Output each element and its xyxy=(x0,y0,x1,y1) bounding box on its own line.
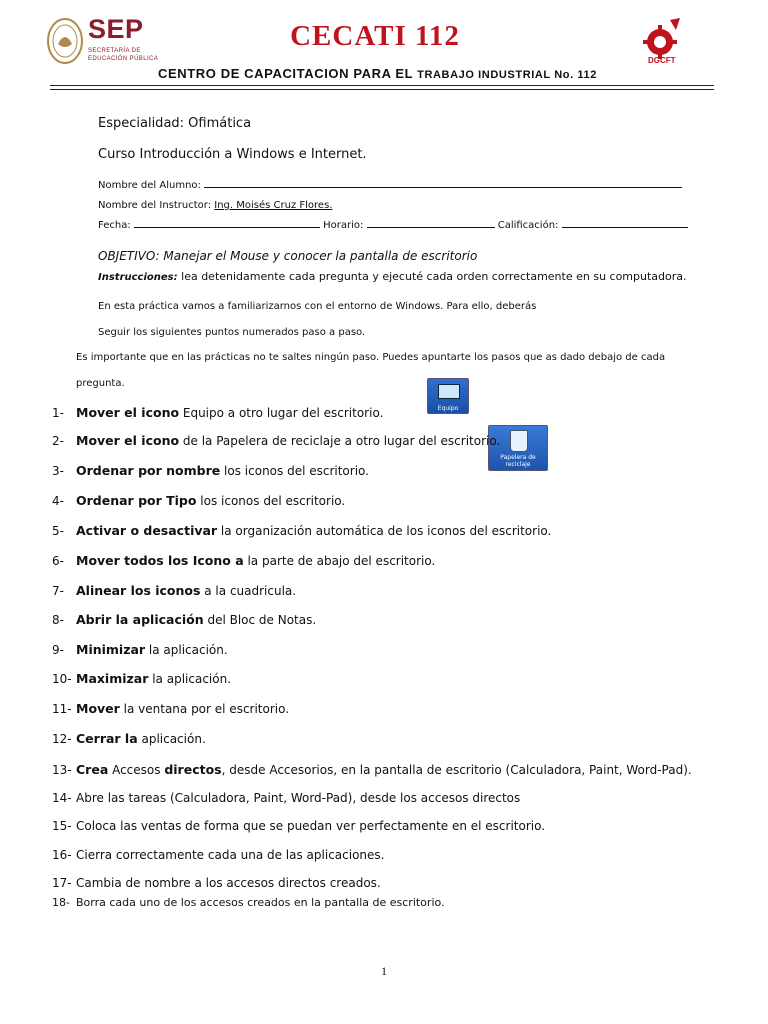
page-number: 1 xyxy=(381,964,387,978)
instructor-row xyxy=(98,200,332,211)
step-action: Minimizar xyxy=(76,642,146,657)
step-item xyxy=(52,819,545,833)
step-number: 5- xyxy=(52,524,64,538)
curso: Curso Introducción a Windows e Internet. xyxy=(98,147,367,162)
step-item xyxy=(52,583,296,598)
step-number: 7- xyxy=(52,584,64,598)
step-action: Maximizar xyxy=(76,671,149,686)
step-number: 6- xyxy=(52,554,64,568)
step-item xyxy=(52,876,381,890)
instrucciones-text: lea detenidamente cada pregunta y ejecuté cada orden correctamente en su computadora. xyxy=(181,270,687,283)
step-number: 1- xyxy=(52,406,64,420)
step-text: Abre las tareas (Calculadora, Paint, Word-Pad), desde los accesos directos xyxy=(76,791,521,805)
step-item xyxy=(52,463,369,478)
step-action: Abrir la aplicación xyxy=(76,612,204,627)
step-text: la organización automática de los iconos del escritorio. xyxy=(217,524,552,538)
step-text: Cierra correctamente cada una de las aplicaciones. xyxy=(76,848,385,862)
step-action: Mover todos los Icono a xyxy=(76,553,244,568)
horario-label: Horario: xyxy=(323,220,364,231)
header-rule-thin xyxy=(50,89,714,90)
step-action: Alinear los iconos xyxy=(76,583,201,598)
step-item xyxy=(52,405,383,420)
step-number: 2- xyxy=(52,434,64,448)
calificacion-field[interactable] xyxy=(562,216,688,228)
intro-line-3: Es importante que en las prácticas no te saltes ningún paso. Puedes apuntarte los pasos que as dado debajo de cada xyxy=(76,352,666,363)
step-item xyxy=(52,791,520,805)
especialidad: Especialidad: Ofimática xyxy=(98,116,252,131)
step-item xyxy=(52,896,445,909)
sep-logo-text: SEP xyxy=(88,14,144,44)
step-text: de la Papelera de reciclaje a otro lugar del escritorio. xyxy=(179,434,501,448)
step-action-2: directos xyxy=(164,762,222,777)
instructor-label: Nombre del Instructor: xyxy=(98,200,212,211)
fecha-field[interactable] xyxy=(134,216,320,228)
alumno-row xyxy=(98,176,682,191)
recycle-bin-icon xyxy=(488,425,548,471)
mexico-seal-icon xyxy=(46,16,84,66)
step-text: la aplicación. xyxy=(145,643,228,657)
step-number: 16- xyxy=(52,848,72,862)
step-action: Ordenar por nombre xyxy=(76,463,221,478)
step-number: 12- xyxy=(52,732,72,746)
step-text: los iconos del escritorio. xyxy=(220,464,369,478)
step-number: 10- xyxy=(52,672,72,686)
step-item xyxy=(52,642,228,657)
step-item xyxy=(52,493,345,508)
step-action: Mover el icono xyxy=(76,405,180,420)
horario-field[interactable] xyxy=(367,216,495,228)
step-text: la parte de abajo del escritorio. xyxy=(243,554,436,568)
dgcft-label: DGCFT xyxy=(648,56,676,65)
step-item xyxy=(52,848,384,862)
step-number: 8- xyxy=(52,613,64,627)
step-number: 15- xyxy=(52,819,72,833)
step-text: , desde Accesorios, en la pantalla de escritorio (Calculadora, Paint, Word-Pad). xyxy=(221,763,692,777)
step-number: 9- xyxy=(52,643,64,657)
alumno-label: Nombre del Alumno: xyxy=(98,180,201,191)
intro-line-1: En esta práctica vamos a familiarizarnos con el entorno de Windows. Para ello, deberás xyxy=(98,301,537,312)
intro-line-4: pregunta. xyxy=(76,378,125,389)
recycle-bin-icon-label: Papelera de reciclaje xyxy=(500,454,536,468)
step-text-mid: Accesos xyxy=(108,763,165,777)
subtitle-main: CENTRO DE CAPACITACION PARA EL xyxy=(158,66,413,81)
step-item xyxy=(52,671,231,686)
step-number: 3- xyxy=(52,464,64,478)
fecha-row xyxy=(98,216,688,231)
step-action: Activar o desactivar xyxy=(76,523,218,538)
step-number: 14- xyxy=(52,791,72,805)
objetivo-text: Manejar el Mouse y conocer la pantalla de escritorio xyxy=(163,249,478,263)
step-action: Ordenar por Tipo xyxy=(76,493,197,508)
step-text: Cambia de nombre a los accesos directos creados. xyxy=(76,876,381,890)
step-text: Equipo a otro lugar del escritorio. xyxy=(179,406,384,420)
step-text: Borra cada uno de los accesos creados en la pantalla de escritorio. xyxy=(76,896,445,909)
step-text: del Bloc de Notas. xyxy=(203,613,317,627)
step-text: aplicación. xyxy=(137,732,206,746)
step-number: 4- xyxy=(52,494,64,508)
instrucciones xyxy=(98,270,687,283)
step-item xyxy=(52,433,500,448)
school-subtitle xyxy=(158,66,597,81)
subtitle-small: TRABAJO INDUSTRIAL No. 112 xyxy=(417,69,597,81)
step-action: Cerrar la xyxy=(76,731,138,746)
step-text: la aplicación. xyxy=(148,672,232,686)
step-action: Mover el icono xyxy=(76,433,180,448)
alumno-field[interactable] xyxy=(204,176,682,188)
step-text: la ventana por el escritorio. xyxy=(119,702,290,716)
step-number: 18- xyxy=(52,896,70,909)
step-number: 13- xyxy=(52,763,72,777)
objetivo xyxy=(98,249,477,263)
calificacion-label: Calificación: xyxy=(497,220,559,231)
step-item xyxy=(52,612,316,627)
equipo-icon xyxy=(427,378,469,414)
page-title: CECATI 112 xyxy=(290,20,460,52)
sep-subtitle: SECRETARÍA DE EDUCACIÓN PÚBLICA xyxy=(88,48,159,62)
step-item xyxy=(52,762,692,777)
step-action: Mover xyxy=(76,701,120,716)
step-item xyxy=(52,553,435,568)
step-action: Crea xyxy=(76,762,109,777)
step-number: 11- xyxy=(52,702,72,716)
step-item xyxy=(52,701,289,716)
instrucciones-label: Instrucciones: xyxy=(98,272,178,283)
step-text: Coloca las ventas de forma que se puedan ver perfectamente en el escritorio. xyxy=(76,819,546,833)
step-item xyxy=(52,523,551,538)
header-rule xyxy=(50,85,714,86)
intro-line-2: Seguir los siguientes puntos numerados paso a paso. xyxy=(98,327,366,338)
objetivo-label: OBJETIVO: xyxy=(98,249,160,263)
fecha-label: Fecha: xyxy=(98,220,131,231)
step-text: a la cuadricula. xyxy=(200,584,297,598)
step-text: los iconos del escritorio. xyxy=(196,494,346,508)
equipo-icon-label: Equipo xyxy=(437,405,459,412)
instructor-name: Ing. Moisés Cruz Flores. xyxy=(214,200,333,211)
step-number: 17- xyxy=(52,876,72,890)
step-item xyxy=(52,731,206,746)
